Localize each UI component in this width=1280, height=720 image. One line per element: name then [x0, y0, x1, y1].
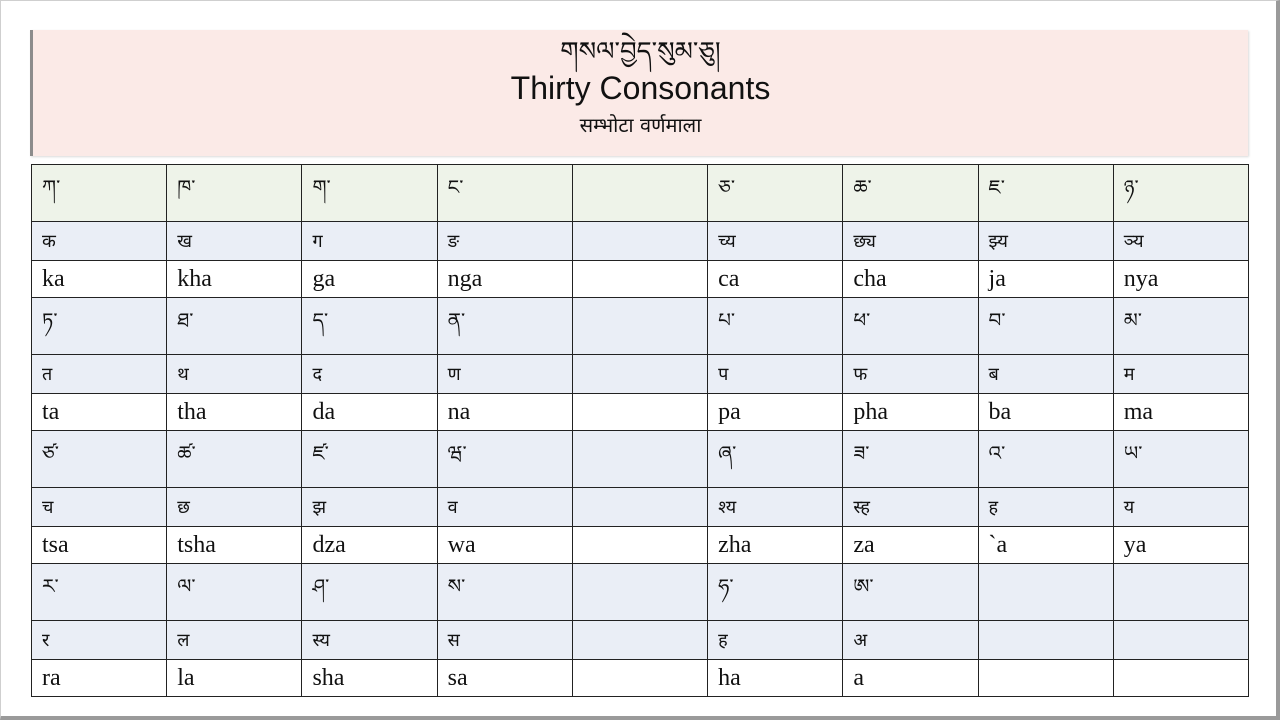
table-cell: `a	[978, 527, 1113, 564]
table-cell: थ	[167, 355, 302, 394]
table-cell: ཇ་	[978, 165, 1113, 222]
table-cell: a	[843, 660, 978, 697]
table-cell: tsa	[32, 527, 167, 564]
table-cell: श्य	[708, 488, 843, 527]
devanagari-row	[32, 621, 1249, 660]
table-cell: ga	[302, 261, 437, 298]
table-cell	[572, 527, 707, 564]
title-banner	[30, 30, 1248, 156]
table-cell: ན་	[437, 298, 572, 355]
table-cell: ར་	[32, 564, 167, 621]
table-cell: स्ह	[843, 488, 978, 527]
table-cell: sha	[302, 660, 437, 697]
title-tibetan: གསལ་བྱེད་སུམ་ཅུ།	[560, 37, 721, 67]
table-cell	[572, 298, 707, 355]
table-cell: ལ་	[167, 564, 302, 621]
table-cell: स	[437, 621, 572, 660]
table-cell: ka	[32, 261, 167, 298]
table-cell: क	[32, 222, 167, 261]
table-cell: ཚ་	[167, 431, 302, 488]
table-cell: མ་	[1113, 298, 1248, 355]
table-cell: la	[167, 660, 302, 697]
table-cell: ཤ་	[302, 564, 437, 621]
devanagari-row	[32, 222, 1249, 261]
table-cell: स्य	[302, 621, 437, 660]
table-cell: ण	[437, 355, 572, 394]
devanagari-row	[32, 488, 1249, 527]
table-cell: ta	[32, 394, 167, 431]
table-cell: ཆ་	[843, 165, 978, 222]
table-cell	[572, 564, 707, 621]
table-cell: व	[437, 488, 572, 527]
table-cell: sa	[437, 660, 572, 697]
table-cell	[572, 431, 707, 488]
tibetan-row	[32, 431, 1249, 488]
table-cell	[572, 660, 707, 697]
table-cell: ཏ་	[32, 298, 167, 355]
table-cell: dza	[302, 527, 437, 564]
table-cell: ཁ་	[167, 165, 302, 222]
tibetan-row	[32, 298, 1249, 355]
table-cell: za	[843, 527, 978, 564]
table-cell: tha	[167, 394, 302, 431]
tibetan-row	[32, 165, 1249, 222]
table-cell: na	[437, 394, 572, 431]
table-cell: ba	[978, 394, 1113, 431]
title-devanagari: सम्भोटा वर्णमाला	[579, 113, 702, 137]
table-cell: छ्य	[843, 222, 978, 261]
table-cell: zha	[708, 527, 843, 564]
table-cell: ཕ་	[843, 298, 978, 355]
table-cell: ra	[32, 660, 167, 697]
table-cell	[978, 660, 1113, 697]
table-cell: ब	[978, 355, 1113, 394]
table-cell	[572, 261, 707, 298]
table-cell	[1113, 564, 1248, 621]
table-cell: pha	[843, 394, 978, 431]
table-cell: फ	[843, 355, 978, 394]
table-cell	[1113, 660, 1248, 697]
table-cell: འ་	[978, 431, 1113, 488]
table-cell: प	[708, 355, 843, 394]
table-cell: ཐ་	[167, 298, 302, 355]
table-cell	[1113, 621, 1248, 660]
table-cell: ञ्य	[1113, 222, 1248, 261]
table-cell: བ་	[978, 298, 1113, 355]
table-cell: nga	[437, 261, 572, 298]
table-cell: छ	[167, 488, 302, 527]
table-cell: झ्य	[978, 222, 1113, 261]
consonants-table	[31, 164, 1249, 697]
table-cell: ཨ་	[843, 564, 978, 621]
table-cell: ས་	[437, 564, 572, 621]
table-cell	[572, 488, 707, 527]
table-cell: tsha	[167, 527, 302, 564]
table-cell: ད་	[302, 298, 437, 355]
table-cell: པ་	[708, 298, 843, 355]
table-cell: ཝ་	[437, 431, 572, 488]
table-cell: ཡ་	[1113, 431, 1248, 488]
table-cell: ཧ་	[708, 564, 843, 621]
table-cell	[572, 222, 707, 261]
table-cell: ङ	[437, 222, 572, 261]
table-cell: wa	[437, 527, 572, 564]
table-cell: ཅ་	[708, 165, 843, 222]
table-cell: ल	[167, 621, 302, 660]
transliteration-row	[32, 261, 1249, 298]
table-cell	[572, 355, 707, 394]
transliteration-row	[32, 394, 1249, 431]
table-cell	[572, 621, 707, 660]
table-cell: ह	[708, 621, 843, 660]
table-cell: ཛ་	[302, 431, 437, 488]
transliteration-row	[32, 527, 1249, 564]
table-cell: cha	[843, 261, 978, 298]
table-cell: म	[1113, 355, 1248, 394]
table-cell	[572, 165, 707, 222]
table-cell: nya	[1113, 261, 1248, 298]
table-cell: da	[302, 394, 437, 431]
table-cell: ya	[1113, 527, 1248, 564]
table-cell	[978, 621, 1113, 660]
table-cell: ག་	[302, 165, 437, 222]
table-cell: ཞ་	[708, 431, 843, 488]
table-cell: त	[32, 355, 167, 394]
title-english: Thirty Consonants	[510, 70, 771, 106]
table-cell: kha	[167, 261, 302, 298]
table-cell: ह	[978, 488, 1113, 527]
table-cell: ཙ་	[32, 431, 167, 488]
table-cell: ख	[167, 222, 302, 261]
table-cell: ha	[708, 660, 843, 697]
table-cell: pa	[708, 394, 843, 431]
table-cell: ma	[1113, 394, 1248, 431]
devanagari-row	[32, 355, 1249, 394]
table-cell: ཉ་	[1113, 165, 1248, 222]
table-cell: य	[1113, 488, 1248, 527]
table-cell: अ	[843, 621, 978, 660]
table-cell: ཀ་	[32, 165, 167, 222]
table-cell: र	[32, 621, 167, 660]
table-cell	[572, 394, 707, 431]
transliteration-row	[32, 660, 1249, 697]
table-cell: ग	[302, 222, 437, 261]
table-cell: द	[302, 355, 437, 394]
table-cell: झ	[302, 488, 437, 527]
table-cell: ང་	[437, 165, 572, 222]
table-cell: ཟ་	[843, 431, 978, 488]
table-cell: च	[32, 488, 167, 527]
table-cell: च्य	[708, 222, 843, 261]
table-cell: ca	[708, 261, 843, 298]
table-cell	[978, 564, 1113, 621]
tibetan-row	[32, 564, 1249, 621]
table-cell: ja	[978, 261, 1113, 298]
